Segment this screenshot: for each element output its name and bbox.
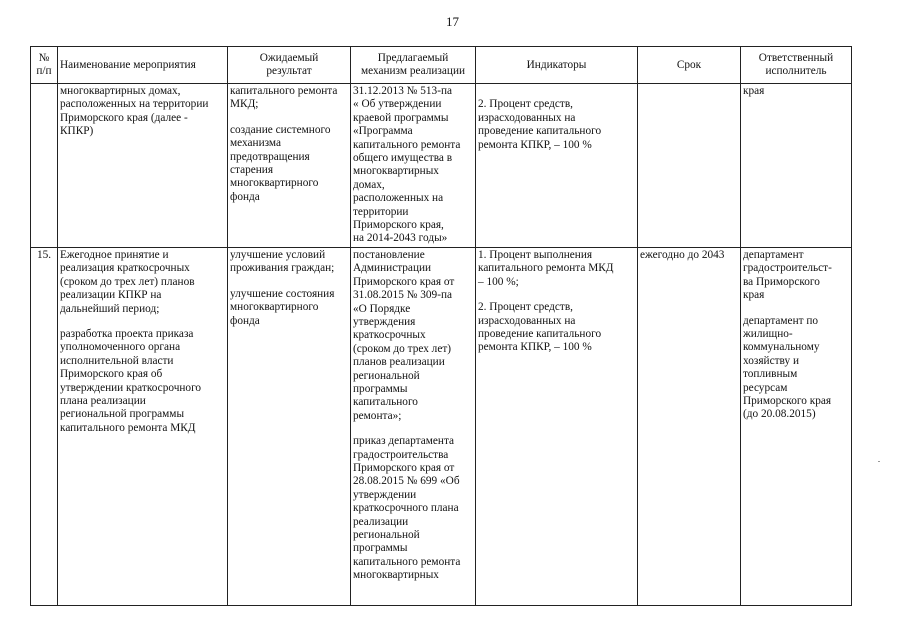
table-row xyxy=(31,84,852,248)
indicator-text: 1. Процент выполнения капитального ремонта МКД – 100 %; xyxy=(478,248,614,288)
header-num: № п/п xyxy=(31,47,58,84)
indicator-text: 2. Процент средств, израсходованных на проведение капитального ремонта КПКР, – 100 % xyxy=(478,98,602,151)
row-responsible xyxy=(741,84,852,248)
indicator-text: 2. Процент средств, израсходованных на проведение капитального ремонта КПКР, – 100 % xyxy=(478,301,602,354)
expected-text: улучшение условий проживания граждан; xyxy=(230,248,335,275)
row-expected xyxy=(228,84,351,248)
event-text: разработка проекта приказа уполномоченного органа исполнительной власти Приморского края об утверждении краткосрочного плана реализации региональной программы капитального ремонта МКД xyxy=(60,327,202,434)
event-text: многоквартирных домах, расположенных на территории Приморского края (далее - КПКР) xyxy=(60,85,209,138)
responsible-text: департамент по жилищно- коммунальному хозяйству и топливным ресурсам Приморского края (до 20.08.2015) xyxy=(743,314,832,421)
row-indicators xyxy=(476,247,638,605)
row-expected xyxy=(228,247,351,605)
responsible-text: департамент градостроительст- ва Приморского края xyxy=(743,248,832,302)
expected-text: создание системного механизма предотвращения старения многоквартирного фонда xyxy=(230,123,331,203)
header-indicators: Индикаторы xyxy=(476,47,638,84)
header-event: Наименование мероприятия xyxy=(58,47,228,84)
page-number: 17 xyxy=(446,14,459,29)
row-mechanism xyxy=(351,247,476,605)
expected-text: улучшение состояния многоквартирного фонда xyxy=(230,287,335,327)
mechanism-text: постановление Администрации Приморского края от 31.08.2015 № 309-па «О Порядке утверждения краткосрочных (сроком до трех лет) планов реализации региональной программы капитального ремонта»; xyxy=(353,248,455,422)
row-term xyxy=(638,84,741,248)
header-expected: Ожидаемый результат xyxy=(228,47,351,84)
responsible-text: края xyxy=(743,85,765,97)
measures-table xyxy=(30,46,852,606)
header-responsible: Ответственный исполнитель xyxy=(741,47,852,84)
row-num xyxy=(31,84,58,248)
row-event xyxy=(58,247,228,605)
expected-text: капитального ремонта МКД; xyxy=(230,85,338,111)
table-header-row xyxy=(31,47,852,84)
row-mechanism xyxy=(351,84,476,248)
table-row xyxy=(31,247,852,605)
row-num: 15. xyxy=(31,247,58,605)
row-term: ежегодно до 2043 xyxy=(638,247,741,605)
mechanism-text: 31.12.2013 № 513-па « Об утверждении краевой программы «Программа капитального ремонта общего имущества в многоквартирных домах, расположенных на территории Приморского края, на 2014-2043 годы» xyxy=(353,85,461,245)
header-term: Срок xyxy=(638,47,741,84)
mechanism-text: приказ департамента градостроительства Приморского края от 28.08.2015 № 699 «Об утверждении краткосрочного плана реализации региональной программы капитального ремонта многоквартирных xyxy=(353,435,461,582)
row-event xyxy=(58,84,228,248)
event-text: Ежегодное принятие и реализация краткосрочных (сроком до трех лет) планов реализации КПКР на дальнейший период; xyxy=(60,248,195,315)
scan-speck xyxy=(878,461,880,462)
row-responsible xyxy=(741,247,852,605)
header-mechanism: Предлагаемый механизм реализации xyxy=(351,47,476,84)
row-indicators xyxy=(476,84,638,248)
